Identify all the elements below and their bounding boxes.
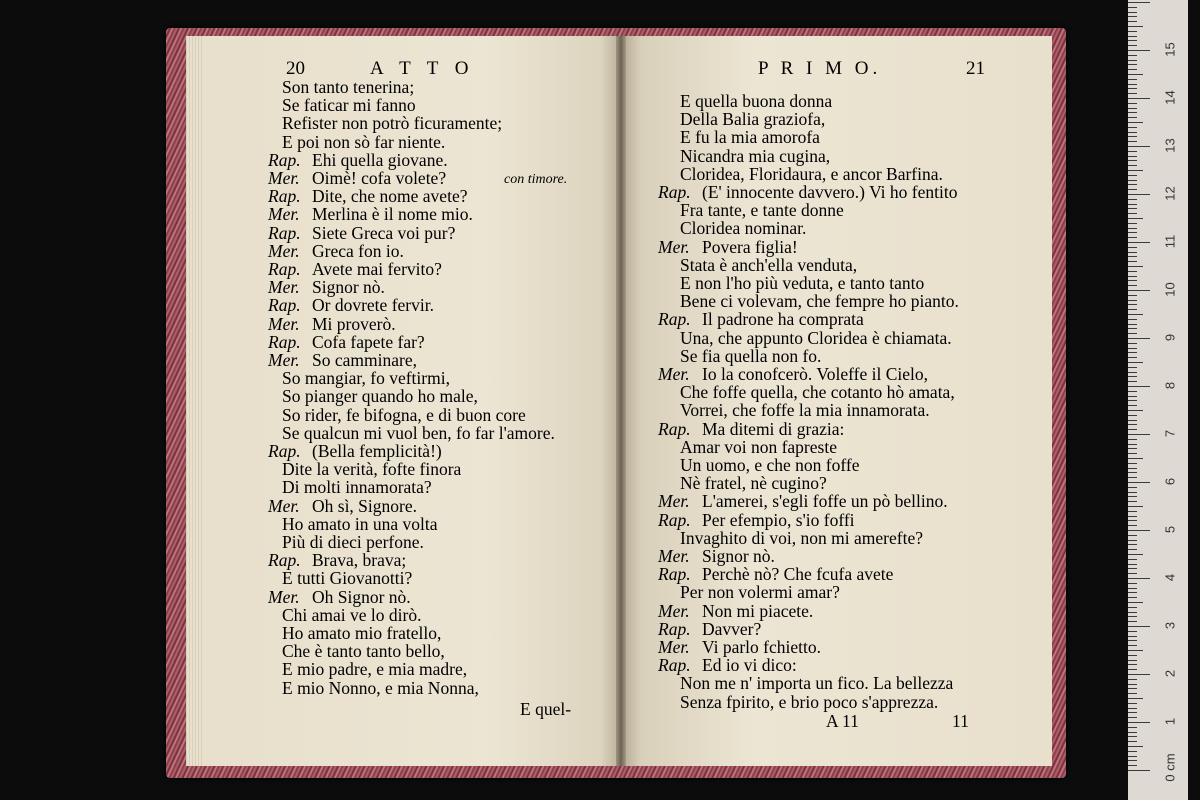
verse-line: E mio padre, e mia madre, <box>282 659 468 680</box>
verse-line: Per non volermi amar? <box>680 582 840 603</box>
ruler-number: 12 <box>1162 186 1178 201</box>
ruler-tick <box>1128 520 1137 521</box>
ruler-tick <box>1128 333 1137 334</box>
verse-line: E tutti Giovanotti? <box>282 568 413 589</box>
verse-line: (Bella femplicità!) <box>312 441 442 461</box>
verse-line: So mangiar, fo veftirmi, <box>282 368 450 389</box>
stage-direction: con timore. <box>504 172 568 187</box>
ruler-tick <box>1128 64 1137 65</box>
ruler-tick <box>1128 444 1137 445</box>
ruler-tick <box>1128 50 1150 51</box>
ruler-tick <box>1128 698 1143 699</box>
ruler-tick <box>1128 93 1137 94</box>
ruler-number: 4 <box>1162 573 1178 582</box>
verse-line: Che è tanto tanto bello, <box>282 641 445 662</box>
right-page-number: 21 <box>966 58 985 79</box>
speaker-label: Rap. <box>268 441 301 461</box>
verse-line: Io la conofcerò. Voleffe il Cielo, <box>702 364 928 384</box>
ruler-tick <box>1128 559 1137 560</box>
ruler-tick <box>1128 693 1137 694</box>
verse-line: Ho amato in una volta <box>282 513 438 534</box>
page-edges <box>186 36 204 766</box>
verse-line: Cloridea, Floridaura, e ancor Barfina. <box>680 163 943 184</box>
verse-line: Vorrei, che foffe la mia innamorata. <box>680 400 930 421</box>
speaker-label: Mer. <box>268 240 300 261</box>
ruler-tick <box>1128 266 1143 267</box>
ruler-tick <box>1128 525 1137 526</box>
ruler-tick <box>1128 660 1137 661</box>
ruler-tick <box>1128 477 1137 478</box>
ruler-tick <box>1128 228 1137 229</box>
ruler-tick <box>1128 741 1137 742</box>
ruler-tick <box>1128 765 1137 766</box>
speaker-label: Mer. <box>268 350 300 370</box>
verse-line: Dite, che nome avete? <box>312 186 468 207</box>
speaker-label: Rap. <box>268 331 301 352</box>
ruler-number: 6 <box>1162 477 1178 486</box>
ruler-tick <box>1128 703 1137 704</box>
ruler-tick <box>1128 554 1143 555</box>
ruler-tick <box>1128 535 1137 536</box>
ruler-tick <box>1128 79 1137 80</box>
verse-line: Ho amato mio fratello, <box>282 623 442 643</box>
ruler-tick <box>1128 708 1137 709</box>
verse-line: Son tanto tenerina; <box>282 77 415 97</box>
ruler-tick <box>1128 237 1137 238</box>
ruler-tick <box>1128 108 1137 109</box>
left-page-number: 20 <box>286 58 305 79</box>
speaker-label: Rap. <box>268 149 301 170</box>
right-running-head: P R I M O. <box>758 58 882 79</box>
ruler-tick <box>1128 242 1150 243</box>
ruler-tick <box>1128 381 1137 382</box>
verse-line: Di molti innamorata? <box>282 477 432 498</box>
ruler-tick <box>1128 583 1137 584</box>
ruler-tick <box>1128 98 1150 99</box>
speaker-label: Rap. <box>658 564 691 585</box>
ruler-tick <box>1128 429 1137 430</box>
ruler-tick <box>1128 136 1137 137</box>
ruler-tick <box>1128 184 1137 185</box>
ruler-tick <box>1128 386 1150 387</box>
verse-line: Refister non potrò ficuramente; <box>282 113 503 134</box>
ruler-number: 8 <box>1162 381 1178 390</box>
ruler-tick <box>1128 112 1137 113</box>
verse-line: E fu la mia amorofa <box>680 127 820 148</box>
speaker-label: Rap. <box>658 309 691 330</box>
ruler-tick <box>1128 722 1150 723</box>
ruler-number: 9 <box>1162 333 1178 342</box>
verse-line: Cofa fapete far? <box>312 331 425 352</box>
ruler-tick <box>1128 756 1137 757</box>
verse-line: Davver? <box>702 618 762 639</box>
ruler-tick <box>1128 280 1137 281</box>
speaker-label: Rap. <box>658 655 691 676</box>
ruler-number: 5 <box>1162 525 1178 534</box>
verse-line: Un uomo, e che non foffe <box>680 455 860 475</box>
ruler-tick <box>1128 16 1137 17</box>
ruler-tick <box>1128 684 1137 685</box>
ruler-tick <box>1128 506 1143 507</box>
ruler-tick <box>1128 74 1143 75</box>
verse-line: Nè fratel, nè cugino? <box>680 473 827 494</box>
ruler-tick <box>1128 631 1137 632</box>
ruler-tick <box>1128 304 1137 305</box>
ruler-tick <box>1128 328 1137 329</box>
ruler-tick <box>1128 482 1150 483</box>
ruler-tick <box>1128 453 1137 454</box>
verse-line: Una, che appunto Cloridea è chiamata. <box>680 327 952 348</box>
ruler-tick <box>1128 448 1137 449</box>
ruler-tick <box>1128 516 1137 517</box>
verse-line: L'amerei, s'egli foffe un pò bellino. <box>702 491 948 512</box>
ruler-tick <box>1128 223 1137 224</box>
verse-line: Invaghito di voi, non mi amerefte? <box>680 527 923 548</box>
ruler-tick <box>1128 362 1143 363</box>
ruler-tick <box>1128 31 1137 32</box>
verse-line: Bene ci volevam, che fempre ho pianto. <box>680 291 959 312</box>
ruler-tick <box>1128 645 1137 646</box>
verse-line: So rider, fe bifogna, e di buon core <box>282 404 526 425</box>
verse-line: E mio Nonno, e mia Nonna, <box>282 677 479 698</box>
verse-line: Brava, brava; <box>312 550 407 571</box>
ruler-tick <box>1128 472 1137 473</box>
ruler-tick <box>1128 12 1137 13</box>
verse-line: Or dovrete fervir. <box>312 295 434 316</box>
ruler-tick <box>1128 640 1137 641</box>
verse-line: E non l'ho più veduta, e tanto tanto <box>680 273 925 293</box>
ruler-tick <box>1128 55 1137 56</box>
ruler-tick <box>1128 607 1137 608</box>
ruler-tick <box>1128 597 1137 598</box>
verse-line: Vi parlo fchietto. <box>702 637 821 657</box>
speaker-label: Mer. <box>658 491 690 512</box>
speaker-label: Rap. <box>268 550 301 571</box>
ruler-tick <box>1128 650 1143 651</box>
speaker-label: Mer. <box>268 277 300 298</box>
ruler-tick <box>1128 204 1137 205</box>
verse-line: Merlina è il nome mio. <box>312 204 473 225</box>
speaker-label: Rap. <box>268 295 301 316</box>
ruler-tick <box>1128 295 1137 296</box>
ruler-tick <box>1128 117 1137 118</box>
verse-line: Cloridea nominar. <box>680 218 807 239</box>
ruler-tick <box>1128 573 1137 574</box>
verse-line: Oimè! cofa volete? <box>312 168 447 188</box>
verse-line: Che foffe quella, che cotanto hò amata, <box>680 382 955 403</box>
verse-line: Dite la verità, fofte finora <box>282 459 462 480</box>
ruler-number: 3 <box>1162 621 1178 630</box>
ruler-number: 14 <box>1162 90 1178 105</box>
ruler-tick <box>1128 540 1137 541</box>
ruler-tick <box>1128 420 1137 421</box>
ruler-tick <box>1128 492 1137 493</box>
speaker-label: Rap. <box>658 509 691 530</box>
ruler-tick <box>1128 36 1137 37</box>
verse-line: Ma ditemi di grazia: <box>702 418 845 439</box>
ruler-tick <box>1128 160 1137 161</box>
ruler-tick <box>1128 290 1150 291</box>
ruler-tick <box>1128 367 1137 368</box>
signature-mark: A 11 <box>826 711 859 731</box>
ruler-tick <box>1128 324 1137 325</box>
ruler-tick <box>1128 146 1150 147</box>
ruler-tick <box>1128 7 1137 8</box>
verse-line: Per efempio, s'io foffi <box>702 509 855 530</box>
ruler-tick <box>1128 468 1137 469</box>
ruler-tick <box>1128 434 1150 435</box>
ruler-tick <box>1128 636 1137 637</box>
ruler-tick <box>1128 252 1137 253</box>
ruler-tick <box>1128 352 1137 353</box>
speaker-label: Rap. <box>658 182 691 202</box>
ruler-tick <box>1128 213 1137 214</box>
ruler-tick <box>1128 84 1137 85</box>
ruler-tick <box>1128 626 1150 627</box>
verse-line: Chi amai ve lo dirò. <box>282 604 422 625</box>
ruler-tick <box>1128 712 1137 713</box>
ruler-tick <box>1128 170 1143 171</box>
ruler-tick <box>1128 400 1137 401</box>
verse-line: Avete mai fervito? <box>312 259 442 279</box>
right-catchword: 11 <box>952 711 969 731</box>
verse-line: Della Balia graziofa, <box>680 109 826 130</box>
verse-line: Non mi piacete. <box>702 600 814 621</box>
ruler-tick <box>1128 175 1137 176</box>
book-gutter <box>616 36 626 766</box>
ruler-tick <box>1128 463 1137 464</box>
ruler-tick <box>1128 496 1137 497</box>
measurement-ruler <box>1128 0 1188 800</box>
ruler-tick <box>1128 746 1143 747</box>
ruler-tick <box>1128 458 1143 459</box>
verse-line: Se faticar mi fanno <box>282 95 416 116</box>
ruler-tick <box>1128 261 1137 262</box>
ruler-number: 2 <box>1162 669 1178 678</box>
ruler-tick <box>1128 717 1137 718</box>
ruler-tick <box>1128 760 1137 761</box>
ruler-tick <box>1128 736 1137 737</box>
speaker-label: Mer. <box>658 364 690 384</box>
ruler-tick <box>1128 621 1137 622</box>
speaker-label: Mer. <box>268 586 300 607</box>
ruler-tick <box>1128 276 1137 277</box>
ruler-tick <box>1128 45 1137 46</box>
speaker-label: Rap. <box>268 222 301 243</box>
verse-line: Se fia quella non fo. <box>680 345 822 366</box>
ruler-tick <box>1128 343 1137 344</box>
verse-line: Signor nò. <box>702 546 775 566</box>
speaker-label: Mer. <box>268 313 300 334</box>
ruler-tick <box>1128 247 1137 248</box>
ruler-tick <box>1128 688 1137 689</box>
verse-line: Ehi quella giovane. <box>312 149 448 170</box>
ruler-tick <box>1128 655 1137 656</box>
speaker-label: Mer. <box>658 546 690 566</box>
speaker-label: Mer. <box>268 168 300 188</box>
ruler-tick <box>1128 664 1137 665</box>
verse-line: Oh sì, Signore. <box>312 495 417 516</box>
verse-line: So camminare, <box>312 350 417 370</box>
ruler-tick <box>1128 132 1137 133</box>
left-catchword: E quel- <box>520 699 572 719</box>
ruler-tick <box>1128 232 1137 233</box>
ruler-tick <box>1128 568 1137 569</box>
ruler-tick <box>1128 396 1137 397</box>
ruler-tick <box>1128 127 1137 128</box>
ruler-tick <box>1128 300 1137 301</box>
verse-line: Signor nò. <box>312 277 385 298</box>
ruler-tick <box>1128 69 1137 70</box>
ruler-tick <box>1128 194 1150 195</box>
ruler-tick <box>1128 218 1143 219</box>
ruler-tick <box>1128 372 1137 373</box>
ruler-tick <box>1128 21 1137 22</box>
speaker-label: Mer. <box>268 204 300 225</box>
ruler-tick <box>1128 770 1150 771</box>
verse-line: Siete Greca voi pur? <box>312 222 456 243</box>
verse-line: Ed io vi dico: <box>702 655 797 676</box>
ruler-tick <box>1128 88 1137 89</box>
ruler-tick <box>1128 669 1137 670</box>
ruler-number: 13 <box>1162 138 1178 153</box>
ruler-tick <box>1128 208 1137 209</box>
ruler-tick <box>1128 309 1137 310</box>
verse-line: Non me n' importa un fico. La bellezza <box>680 673 954 694</box>
ruler-tick <box>1128 732 1137 733</box>
speaker-label: Mer. <box>268 495 300 516</box>
ruler-tick <box>1128 60 1137 61</box>
verse-line: E quella buona donna <box>680 91 833 111</box>
ruler-tick <box>1128 564 1137 565</box>
ruler-tick <box>1128 199 1137 200</box>
ruler-tick <box>1128 588 1137 589</box>
verse-line: Povera figlia! <box>702 236 798 257</box>
ruler-tick <box>1128 487 1137 488</box>
ruler-tick <box>1128 511 1137 512</box>
ruler-tick <box>1128 501 1137 502</box>
verse-line: Se qualcun mi vuol ben, fo far l'amore. <box>282 422 555 443</box>
verse-line: Il padrone ha comprata <box>702 309 864 330</box>
ruler-tick <box>1128 544 1137 545</box>
ruler-tick <box>1128 256 1137 257</box>
ruler-tick <box>1128 727 1137 728</box>
ruler-tick <box>1128 391 1137 392</box>
ruler-tick <box>1128 40 1137 41</box>
ruler-tick <box>1128 410 1143 411</box>
ruler-tick <box>1128 674 1150 675</box>
ruler-tick <box>1128 151 1137 152</box>
ruler-number: 11 <box>1162 234 1178 249</box>
verse-line: (E' innocente davvero.) Vi ho fentito <box>702 182 958 202</box>
ruler-tick <box>1128 405 1137 406</box>
speaker-label: Mer. <box>658 637 690 657</box>
ruler-tick <box>1128 602 1143 603</box>
ruler-tick <box>1128 549 1137 550</box>
ruler-tick <box>1128 165 1137 166</box>
ruler-tick <box>1128 439 1137 440</box>
ruler-tick <box>1128 103 1137 104</box>
speaker-label: Rap. <box>658 418 691 439</box>
verse-line: Stata è anch'ella venduta, <box>680 254 858 275</box>
ruler-tick <box>1128 679 1137 680</box>
ruler-number: 1 <box>1162 717 1178 726</box>
ruler-tick <box>1128 578 1150 579</box>
speaker-label: Rap. <box>658 618 691 639</box>
ruler-tick <box>1128 26 1143 27</box>
ruler-tick <box>1128 180 1137 181</box>
ruler-tick <box>1128 189 1137 190</box>
ruler-tick <box>1128 2 1150 3</box>
ruler-tick <box>1128 616 1137 617</box>
ruler-tick <box>1128 612 1137 613</box>
ruler-tick <box>1128 141 1137 142</box>
ruler-tick <box>1128 376 1137 377</box>
verse-line: Greca fon io. <box>312 240 404 261</box>
ruler-tick <box>1128 357 1137 358</box>
ruler-unit-label: 0 cm <box>1162 753 1178 782</box>
verse-line: Amar voi non fapreste <box>680 436 837 457</box>
verse-line: Senza fpirito, e brio poco s'apprezza. <box>680 691 939 712</box>
verse-line: Perchè nò? Che fcufa avete <box>702 564 894 585</box>
ruler-tick <box>1128 415 1137 416</box>
ruler-tick <box>1128 285 1137 286</box>
verse-line: Fra tante, e tante donne <box>680 200 844 221</box>
ruler-tick <box>1128 319 1137 320</box>
ruler-tick <box>1128 751 1137 752</box>
ruler-tick <box>1128 156 1137 157</box>
verse-line: E poi non sò far niente. <box>282 131 446 152</box>
ruler-tick <box>1128 530 1150 531</box>
ruler-tick <box>1128 592 1137 593</box>
verse-line: Nicandra mia cugina, <box>680 145 831 166</box>
speaker-label: Mer. <box>658 600 690 621</box>
ruler-tick <box>1128 338 1150 339</box>
verse-line: Oh Signor nò. <box>312 586 411 607</box>
left-running-head: A T T O <box>370 58 475 79</box>
ruler-tick <box>1128 424 1137 425</box>
ruler-tick <box>1128 348 1137 349</box>
ruler-tick <box>1128 271 1137 272</box>
ruler-tick <box>1128 122 1143 123</box>
ruler-number: 10 <box>1162 282 1178 297</box>
speaker-label: Mer. <box>658 236 690 257</box>
ruler-number: 7 <box>1162 429 1178 438</box>
verse-line: So pianger quando ho male, <box>282 386 478 407</box>
ruler-number: 15 <box>1162 42 1178 57</box>
verse-line: Mi proverò. <box>312 313 396 334</box>
speaker-label: Rap. <box>268 186 301 207</box>
speaker-label: Rap. <box>268 259 301 279</box>
ruler-tick <box>1128 314 1143 315</box>
verse-line: Più di dieci perfone. <box>282 532 424 552</box>
